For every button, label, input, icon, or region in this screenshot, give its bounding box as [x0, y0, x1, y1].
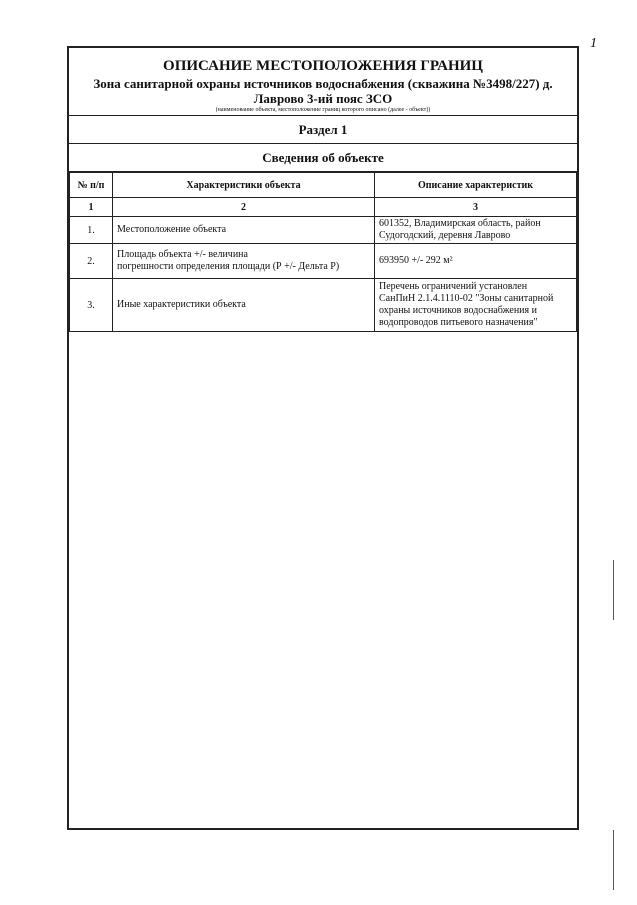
object-name-line-1: Зона санитарной охраны источников водоснабжения (скважина №3498/227) д. [93, 76, 553, 91]
table-header-row [70, 173, 577, 198]
document-frame [67, 46, 579, 830]
object-info-heading: Сведения об объекте [69, 144, 577, 172]
object-name [69, 76, 577, 106]
column-number: 3 [375, 198, 577, 217]
description-line: Судогодский, деревня Лаврово [379, 230, 511, 241]
row-characteristic [113, 279, 375, 332]
description-line: Перечень ограничений установлен [379, 281, 528, 292]
section-heading: Раздел 1 [69, 116, 577, 144]
object-name-line-2: Лаврово 3-ий пояс ЗСО [253, 91, 393, 106]
row-description [375, 244, 577, 279]
row-number: 2. [70, 244, 113, 279]
description-line: водопроводов питьевого назначения" [379, 317, 538, 328]
scan-edge-mark [613, 560, 614, 620]
characteristics-table [69, 172, 577, 332]
row-number: 3. [70, 279, 113, 332]
header-characteristic: Характеристики объекта [113, 173, 375, 198]
page-number: 1 [590, 36, 597, 51]
table-row [70, 244, 577, 279]
column-number-row [70, 198, 577, 217]
column-number: 2 [113, 198, 375, 217]
row-description [375, 279, 577, 332]
object-name-note: (наименование объекта, местоположение границ которого описано (далее - объект)) [69, 106, 577, 116]
description-line: 693950 +/- 292 м² [379, 255, 453, 266]
description-line: охраны источников водоснабжения и [379, 305, 537, 316]
header-description: Описание характеристик [375, 173, 577, 198]
characteristic-line: погрешности определения площади (Р +/- Дельта Р) [117, 261, 340, 272]
table-row [70, 279, 577, 332]
row-number: 1. [70, 217, 113, 244]
row-description [375, 217, 577, 244]
row-characteristic [113, 217, 375, 244]
document-title: ОПИСАНИЕ МЕСТОПОЛОЖЕНИЯ ГРАНИЦ [163, 58, 483, 74]
characteristic-line: Местоположение объекта [117, 224, 227, 235]
table-row [70, 217, 577, 244]
description-line: 601352, Владимирская область, район [379, 218, 541, 229]
header-number: № п/п [70, 173, 113, 198]
characteristic-line: Иные характеристики объекта [117, 299, 246, 310]
description-line: СанПиН 2.1.4.1110-02 "Зоны санитарной [379, 293, 554, 304]
row-characteristic [113, 244, 375, 279]
scan-edge-mark [613, 830, 614, 890]
column-number: 1 [70, 198, 113, 217]
characteristic-line: Площадь объекта +/- величина [117, 249, 248, 260]
